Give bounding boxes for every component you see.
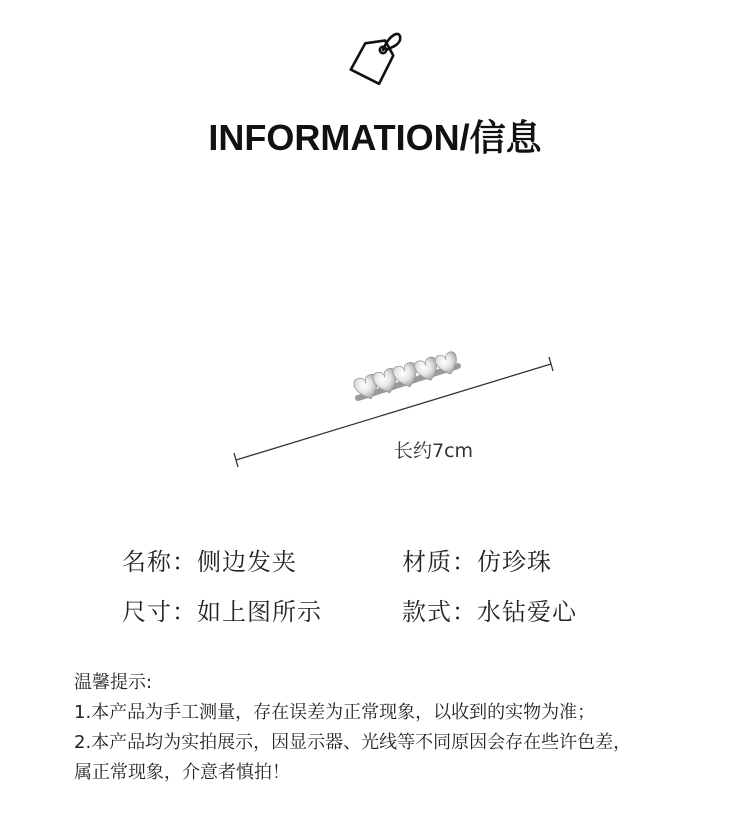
spec-style [402, 592, 577, 627]
notes-line-3: 属正常现象，介意者慎拍！ [74, 762, 290, 783]
spec-value: 水钻爱心 [477, 598, 577, 626]
spec-label: 款式： [402, 598, 477, 626]
length-label: 长约7cm [394, 440, 474, 462]
spec-label: 尺寸： [122, 598, 197, 626]
spec-label: 名称： [122, 548, 197, 576]
notes-line-1: 1.本产品为手工测量，存在误差为正常现象，以收到的实物为准； [74, 702, 596, 723]
price-tag-icon [346, 28, 406, 88]
notes-heading: 温馨提示: [74, 672, 153, 693]
spec-value: 侧边发夹 [197, 548, 297, 576]
notes-line-2: 2.本产品均为实拍展示，因显示器、光线等不同原因会存在些许色差， [74, 732, 632, 753]
pearl-hearts [352, 350, 460, 402]
spec-label: 材质： [402, 548, 477, 576]
spec-value: 如上图所示 [197, 598, 322, 626]
spec-material [402, 542, 552, 577]
notes-section [74, 668, 631, 788]
page-title: INFORMATION/信息 [208, 117, 542, 158]
spec-size [122, 592, 322, 627]
spec-value: 仿珍珠 [477, 548, 552, 576]
spec-name [122, 542, 297, 577]
